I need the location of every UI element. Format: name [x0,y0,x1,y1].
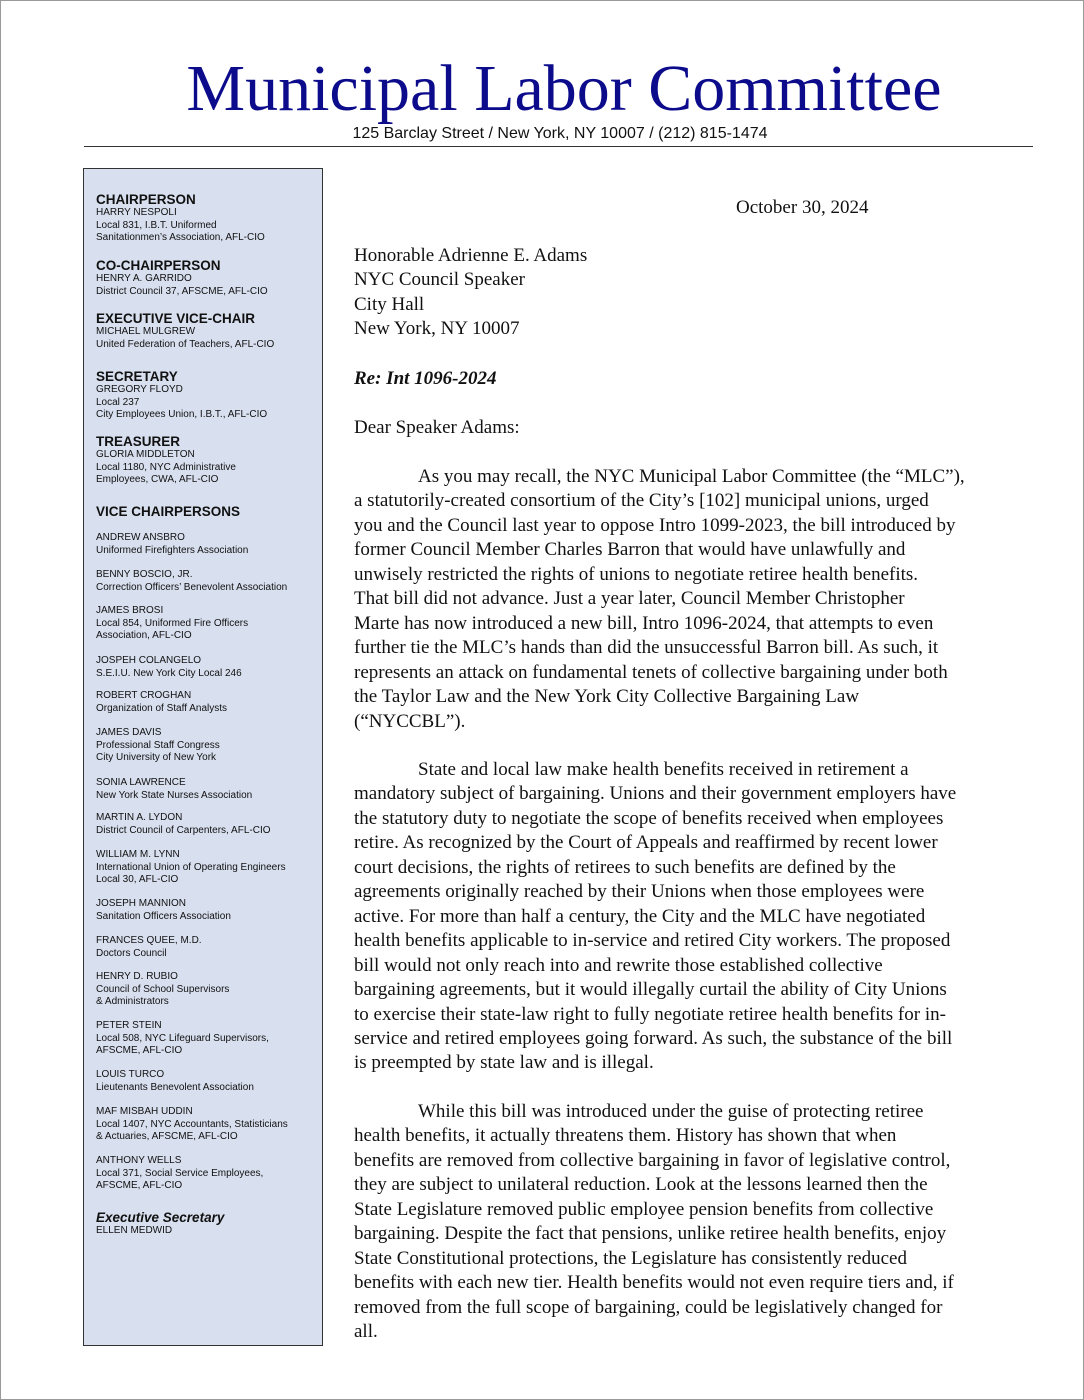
officer-affiliation: Correction Officers’ Benevolent Association [96,581,288,593]
officer-affiliation: AFSCME, AFL-CIO [96,1045,183,1056]
officer-affiliation: & Actuaries, AFSCME, AFL-CIO [96,1131,238,1142]
officer-entry [96,369,320,422]
officer-entry [96,1210,320,1238]
officer-name: FRANCES QUEE, M.D. [96,935,202,946]
officer-name: JAMES BROSI [96,605,164,616]
paragraph-line: represents an attack on fundamental tenets of collective bargaining under both [354,661,948,683]
officer-name: ANDREW ANSBRO [96,532,185,543]
officer-affiliation: International Union of Operating Engineers [96,861,286,873]
paragraph-line: retire. As recognized by the Court of Appeals and reaffirmed by recent lower [354,832,938,854]
officer-affiliation: Local 237 [96,396,140,408]
paragraph-line: Marte has now introduced a new bill, Intro 1096-2024, that attempts to even [354,612,934,634]
officer-affiliation: Sanitation Officers Association [96,910,231,922]
officer-entry [96,504,320,519]
letter-date: October 30, 2024 [736,197,869,218]
officer-affiliation: AFSCME, AFL-CIO [96,1180,183,1191]
officer-affiliation: Local 371, Social Service Employees, [96,1167,264,1179]
officer-entry [96,1069,320,1094]
officer-affiliation: Local 1407, NYC Accountants, Statisticians [96,1118,288,1130]
officer-name: HARRY NESPOLI [96,207,177,218]
paragraph-line: is preempted by state law and is illegal. [354,1052,654,1074]
paragraph-line: court decisions, the rights of retirees to such benefits are defined by the [354,856,896,878]
officer-entry [96,569,320,594]
paragraph-line: bargaining. Despite the fact that pensions, unlike retiree health benefits, enjoy [354,1223,947,1245]
officer-entry [96,812,320,837]
officer-name: JOSPEH COLANGELO [96,655,202,666]
body-paragraph [354,1100,1044,1345]
paragraph-line: former Council Member Charles Barron that would have unlawfully and [354,539,906,561]
recipient-line: Honorable Adrienne E. Adams [354,245,588,266]
salutation: Dear Speaker Adams: [354,417,520,438]
officer-affiliation: & Administrators [96,996,169,1007]
officer-affiliation: Local 30, AFL-CIO [96,874,179,885]
officer-entry [96,690,320,715]
paragraph-line: mandatory subject of bargaining. Unions and their government employers have [354,783,957,805]
paragraph-line: agreements originally reached by their Unions when those employees were [354,881,925,903]
subject-line: Re: Int 1096-2024 [354,368,497,389]
officer-name: MICHAEL MULGREW [96,326,196,337]
officer-affiliation: Local 1180, NYC Administrative [96,461,236,473]
officer-affiliation: District Council of Carpenters, AFL-CIO [96,824,271,836]
officer-entry [96,777,320,802]
officer-name: JAMES DAVIS [96,727,162,738]
letterhead-title: Municipal Labor Committee [186,52,942,125]
officer-entry [96,532,320,557]
paragraph-line: As you may recall, the NYC Municipal Labor Committee (the “MLC”), [418,466,965,487]
officer-name: MARTIN A. LYDON [96,812,183,823]
officer-entry [96,434,320,487]
officer-name: HENRY D. RUBIO [96,971,178,982]
paragraph-line: That bill did not advance. Just a year later, Council Member Christopher [354,588,905,610]
officer-affiliation: Lieutenants Benevolent Association [96,1081,254,1093]
paragraph-line: State Legislature removed public employee pension benefits from collective [354,1198,934,1220]
officer-affiliation: District Council 37, AFSCME, AFL-CIO [96,285,268,297]
officer-entry [96,1155,320,1193]
officer-affiliation: Sanitationmen’s Association, AFL-CIO [96,232,265,243]
officer-name: MAF MISBAH UDDIN [96,1106,193,1117]
letterhead-address: 125 Barclay Street / New York, NY 10007 / (212) 815-1474 [352,125,768,142]
officer-affiliation: Doctors Council [96,947,167,959]
officer-name: ANTHONY WELLS [96,1155,182,1166]
officer-name: ROBERT CROGHAN [96,690,192,701]
officer-name: PETER STEIN [96,1020,162,1031]
officer-affiliation: Local 854, Uniformed Fire Officers [96,617,249,629]
paragraph-line: the Taylor Law and the New York City Collective Bargaining Law [354,686,860,708]
officer-name: WILLIAM M. LYNN [96,849,180,860]
officer-role: CO-CHAIRPERSON [96,258,221,273]
paragraph-line: (“NYCCBL”). [354,710,466,732]
officer-entry [96,935,320,960]
officer-entry [96,311,320,351]
officer-role: Executive Secretary [96,1210,225,1225]
paragraph-line: State Constitutional protections, the Legislature has consistently reduced [354,1247,907,1269]
paragraph-line: to exercise their state-law right to fully negotiate retiree health benefits for in- [354,1003,946,1025]
officer-entry [96,258,320,298]
officer-affiliation: City Employees Union, I.B.T., AFL-CIO [96,409,268,420]
paragraph-line: State and local law make health benefits received in retirement a [418,759,909,780]
paragraph-line: While this bill was introduced under the guise of protecting retiree [418,1101,924,1122]
officer-entry [96,849,320,887]
officer-role: TREASURER [96,434,181,449]
letterhead-rule [84,146,1033,147]
officer-entry [96,605,320,643]
paragraph-line: further tie the MLC’s hands than did the unsuccessful Barron bill. As such, it [354,637,939,659]
officer-name: GLORIA MIDDLETON [96,449,195,460]
officer-entry [96,898,320,923]
officer-affiliation: United Federation of Teachers, AFL-CIO [96,338,275,350]
paragraph-line: health benefits applicable to in-service and retired City workers. The proposed [354,930,951,952]
officer-affiliation: Council of School Supervisors [96,983,230,995]
paragraph-line: removed from the full scope of bargaining, could be legislatively changed for [354,1296,943,1318]
officer-role: EXECUTIVE VICE-CHAIR [96,311,256,326]
officer-affiliation: Local 508, NYC Lifeguard Supervisors, [96,1032,269,1044]
paragraph-line: unwisely restricted the rights of unions to negotiate retiree health benefits. [354,563,919,585]
officer-name: GREGORY FLOYD [96,384,183,395]
paragraph-line: bargaining agreements, but it would illegally curtail the ability of City Unions [354,979,947,1001]
officer-entry [96,971,320,1009]
officer-affiliation: City University of New York [96,752,217,763]
recipient-line: New York, NY 10007 [354,318,520,340]
paragraph-line: the statutory duty to negotiate the scope of benefits received when employees [354,807,944,829]
paragraph-line: a statutorily-created consortium of the City’s [102] municipal unions, urged [354,490,929,512]
paragraph-line: active. For more than half a century, the City and the MLC have negotiated [354,905,926,927]
body-paragraph [354,758,1044,1076]
officer-affiliation: Professional Staff Congress [96,739,220,751]
recipient-line: City Hall [354,293,425,315]
officer-entry [96,1106,320,1144]
paragraph-line: service and retired employees going forward. As such, the substance of the bill [354,1027,953,1049]
recipient-line: NYC Council Speaker [354,269,525,291]
officer-name: ELLEN MEDWID [96,1225,173,1236]
officer-affiliation: Employees, CWA, AFL-CIO [96,474,219,485]
officer-role: CHAIRPERSON [96,192,196,207]
officer-name: HENRY A. GARRIDO [96,273,192,284]
body-paragraph [354,465,1044,734]
officer-affiliation: Uniformed Firefighters Association [96,544,249,556]
officer-name: LOUIS TURCO [96,1069,165,1080]
paragraph-line: they are subject to unilateral reduction. Look at the lessons learned then the [354,1174,928,1196]
officer-name: JOSEPH MANNION [96,898,187,909]
officer-entry [96,192,320,245]
paragraph-line: all. [354,1321,378,1343]
officer-entry [96,655,320,680]
officer-affiliation: Local 831, I.B.T. Uniformed [96,219,217,231]
officer-entry [96,727,320,765]
paragraph-line: health benefits, it actually threatens them. History has shown that when [354,1125,897,1147]
officer-role: VICE CHAIRPERSONS [96,504,241,519]
officer-name: BENNY BOSCIO, JR. [96,569,193,580]
officer-affiliation: Organization of Staff Analysts [96,702,228,714]
paragraph-line: you and the Council last year to oppose Intro 1099-2023, the bill introduced by [354,514,956,536]
officer-affiliation: New York State Nurses Association [96,789,253,801]
recipient-address [354,244,587,342]
officer-entry [96,1020,320,1058]
paragraph-line: bill would not only reach into and rewrite those established collective [354,954,883,976]
officer-role: SECRETARY [96,369,178,384]
officers-sidebar [83,168,323,1346]
officer-name: SONIA LAWRENCE [96,777,186,788]
officer-affiliation: S.E.I.U. New York City Local 246 [96,667,242,679]
paragraph-line: benefits are removed from collective bargaining in favor of legislative control, [354,1149,951,1171]
paragraph-line: benefits with each new tier. Health benefits would not even require tiers and, if [354,1272,954,1294]
officer-affiliation: Association, AFL-CIO [96,630,192,641]
